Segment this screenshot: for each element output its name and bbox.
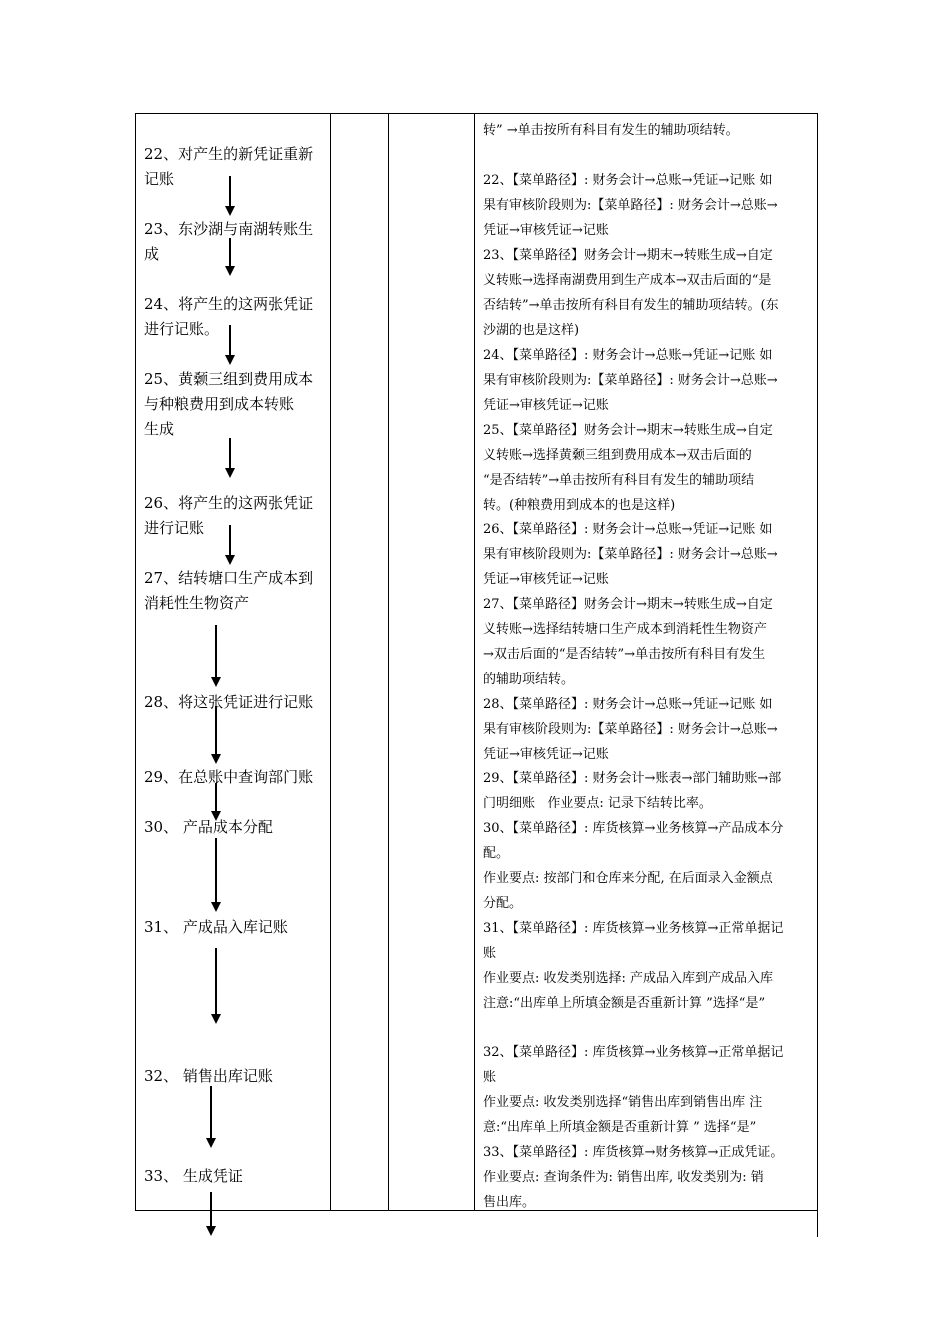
instruction-paragraph: 33、【菜单路径】: 库货核算→财务核算→正成凭证。 作业要点: 查询条件为: 销售出库, 收发类别为: 销 售出库。 [483,1145,784,1210]
instruction-paragraph: 30、【菜单路径】: 库货核算→业务核算→产品成本分 配。 [483,821,784,861]
table-top-border [135,113,818,114]
step-label: 22、对产生的新凭证重新 记账 [144,145,314,188]
instruction-paragraph: 29、【菜单路径】: 财务会计→账表→部门辅助账→部 门明细账 作业要点: 记录下结转比率。 [483,771,782,811]
step-label: 30、 产品成本分配 [144,818,273,836]
flow-arrow-icon [225,438,235,478]
step-label: 23、东沙湖与南湖转账生 成 [144,220,314,263]
step-label: 29、在总账中查询部门账 [144,768,314,786]
instruction-paragraph: 31、【菜单路径】: 库货核算→业务核算→正常单据记 账 [483,921,784,961]
step-label: 24、将产生的这两张凭证 进行记账。 [144,295,314,338]
flow-arrow-icon [211,625,221,687]
table-right-border [817,113,818,1237]
step-label: 25、黄颡三组到费用成本 与种粮费用到成本转账 生成 [144,370,314,438]
table-column-divider-3 [474,113,475,1211]
instruction-paragraph: 作业要点: 按部门和仓库来分配, 在后面录入金额点 分配。 [483,871,773,911]
flow-arrow-icon [206,1086,216,1148]
table-column-divider-1 [330,113,331,1211]
flow-arrow-icon [211,838,221,912]
instruction-paragraph: 作业要点: 收发类别选择: 产成品入库到产成品入库 注意:“出库单上所填金额是否重新计算 ”选择“是” [483,971,774,1011]
instruction-paragraph: 22、【菜单路径】: 财务会计→总账→凭证→记账 如 果有审核阶段则为:【菜单路径】: 财务会计→总账→ 凭证→审核凭证→记账 [483,173,778,238]
step-label: 33、 生成凭证 [144,1167,243,1185]
step-label: 32、 销售出库记账 [144,1067,273,1085]
table-left-border [135,113,136,1211]
table-column-divider-2 [388,113,389,1211]
instruction-paragraph: 32、【菜单路径】: 库货核算→业务核算→正常单据记 账 [483,1045,784,1085]
instruction-paragraph: 作业要点: 收发类别选择“销售出库到销售出库 注 意:“出库单上所填金额是否重新计算 ” 选择“是” [483,1095,763,1135]
step-label: 26、将产生的这两张凭证 进行记账 [144,494,314,537]
instruction-paragraph: 26、【菜单路径】: 财务会计→总账→凭证→记账 如 果有审核阶段则为:【菜单路径】: 财务会计→总账→ 凭证→审核凭证→记账 [483,522,778,587]
instruction-paragraph: 转” →单击按所有科目有发生的辅助项结转。 [483,123,739,138]
instruction-paragraph: 27、【菜单路径】财务会计→期末→转账生成→自定 义转账→选择结转塘口生产成本到消耗性生物资产 →双击后面的“是否结转”→单击按所有科目有发生 的辅助项结转。 [483,597,773,687]
step-label: 31、 产成品入库记账 [144,918,288,936]
instruction-paragraph: 25、【菜单路径】财务会计→期末→转账生成→自定 义转账→选择黄颡三组到费用成本→双击后面的 “是否结转”→单击按所有科目有发生的辅助项结 转。(种粮费用到成本的也是这样) [483,423,773,513]
instruction-paragraph: 24、【菜单路径】: 财务会计→总账→凭证→记账 如 果有审核阶段则为:【菜单路径】: 财务会计→总账→ 凭证→审核凭证→记账 [483,348,778,413]
instruction-paragraph: 28、【菜单路径】: 财务会计→总账→凭证→记账 如 果有审核阶段则为:【菜单路径】: 财务会计→总账→ 凭证→审核凭证→记账 [483,697,778,762]
instruction-paragraph: 23、【菜单路径】财务会计→期末→转账生成→自定 义转账→选择南湖费用到生产成本→双击后面的“是 否结转”→单击按所有科目有发生的辅助项结转。(东 沙湖的也是这样) [483,248,779,338]
step-label: 27、结转塘口生产成本到 消耗性生物资产 [144,569,314,612]
flow-arrow-icon [211,948,221,1024]
step-label: 28、将这张凭证进行记账 [144,693,314,711]
flow-arrow-icon [206,1192,216,1236]
